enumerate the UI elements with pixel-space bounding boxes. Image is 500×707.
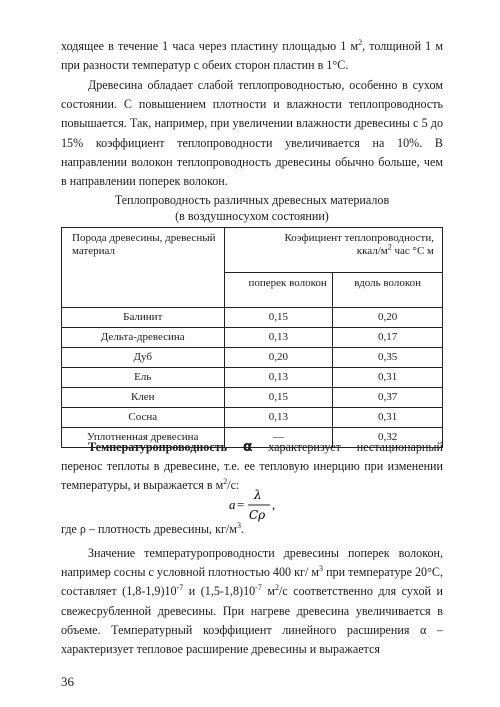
text-run: ходящее в течение 1 часа через пластину площадью 1 м: [61, 39, 359, 53]
table-row: [62, 368, 443, 388]
table-row: [62, 348, 443, 368]
paragraph-continuation: [61, 37, 443, 75]
formula-lhs: a: [229, 497, 236, 512]
table-row: [62, 308, 443, 328]
superscript: 2: [223, 477, 228, 487]
cell-across: 0,15: [224, 308, 333, 328]
text-run: час °С м: [391, 245, 434, 257]
paragraph-density-note: [61, 520, 443, 539]
formula-tail: ,: [272, 497, 276, 512]
header-material: Порода древесины, древесный материал: [62, 228, 225, 308]
superscript: -7: [176, 583, 184, 593]
formula-denominator: Cρ: [249, 508, 266, 522]
text-run: , толщиной 1 м при разности температур с обеих сторон пластин в 1°С.: [61, 39, 443, 73]
cell-material: Клен: [62, 388, 225, 408]
text-run: м: [261, 584, 275, 599]
text-run: характеризует нестационарный перенос теплоты в древесине, т.е. ее тепловую инерцию при изменении температуры, и выражается в м: [61, 440, 443, 493]
text-run: Значение температуропроводности древесины поперек волокон, например сосны с условной плотностью 400 кг/ м: [61, 546, 443, 580]
formula-equals: =: [237, 497, 245, 512]
table-title: [61, 192, 443, 224]
cell-across: 0,13: [224, 408, 333, 428]
text-run: .: [240, 522, 244, 536]
subheader-across: поперек волокон: [224, 273, 333, 308]
cell-along: 0,31: [333, 408, 443, 428]
cell-material: Уплотненная древесина: [62, 428, 225, 448]
header-coefficient-units: [229, 242, 434, 258]
formula-numerator: λ: [254, 488, 262, 502]
cell-along: 0,32: [333, 428, 443, 448]
superscript: 2: [275, 583, 279, 593]
cell-material: Дуб: [62, 348, 225, 368]
alpha-symbol: α: [242, 439, 253, 455]
superscript: -7: [255, 583, 262, 593]
superscript: 3: [319, 564, 324, 574]
text-run: /с:: [227, 478, 240, 493]
cell-along: 0,20: [333, 308, 443, 328]
cell-across: 0,20: [224, 348, 333, 368]
superscript: 2: [358, 37, 363, 47]
cell-along: 0,31: [333, 368, 443, 388]
cell-material: Дельта-древесина: [62, 328, 225, 348]
cell-along: 0,17: [333, 328, 443, 348]
cell-across: —: [224, 428, 333, 448]
text-run: /с соответственно для сухой и свежесрубленной древесины. При нагреве древесина увеличивается в объеме. Температурный коэффициент линейного расширения α – характеризует тепловое расширение древесины и выражается: [61, 584, 443, 657]
subheader-along: вдоль волокон: [333, 273, 443, 308]
header-coefficient-line: Коэфициент теплопроводности,: [284, 232, 434, 244]
cell-material: Балинит: [62, 308, 225, 328]
cell-across: 0,13: [224, 328, 333, 348]
page-number: 36: [61, 674, 74, 689]
term-bold: Температуропроводность: [88, 440, 228, 454]
cell-across: 0,13: [224, 368, 333, 388]
cell-along: 0,35: [333, 348, 443, 368]
cell-across: 0,15: [224, 388, 333, 408]
table-title-line: Теплопроводность различных древесных материалов: [114, 193, 390, 207]
text-run: при температуре 20°С, составляет (1,8-1,9)10: [61, 565, 444, 599]
text-run: и (1,5-1,8)10: [183, 584, 256, 599]
cell-along: 0,37: [333, 388, 443, 408]
table-row: [62, 408, 443, 428]
paragraph-thermal-conductivity: Древесина обладает слабой теплопроводностью, особенно в сухом состоянии. С повышением плотности и влажности теплопроводность повышается. Так, например, при увеличении влажности древесины с 5 до 15% коэффициент теплопроводности увеличивается на 10%. В направлении волокон теплопроводность древесины обычно больше, чем в направлении поперек волокон.: [61, 78, 443, 189]
superscript: 3: [236, 520, 241, 530]
text-run: ккал/м: [356, 245, 388, 257]
superscript: 2: [387, 242, 392, 252]
table-row: [62, 328, 443, 348]
cell-material: Сосна: [62, 408, 225, 428]
table-row: [62, 388, 443, 408]
cell-material: Ель: [62, 368, 225, 388]
table-subtitle-line: (в воздушносухом состоянии): [175, 209, 329, 223]
header-coefficient: [224, 228, 442, 273]
text-run: где ρ – плотность древесины, кг/м: [61, 522, 237, 536]
paragraph-diffusivity-values: [61, 544, 443, 659]
conductivity-table: [61, 227, 443, 448]
